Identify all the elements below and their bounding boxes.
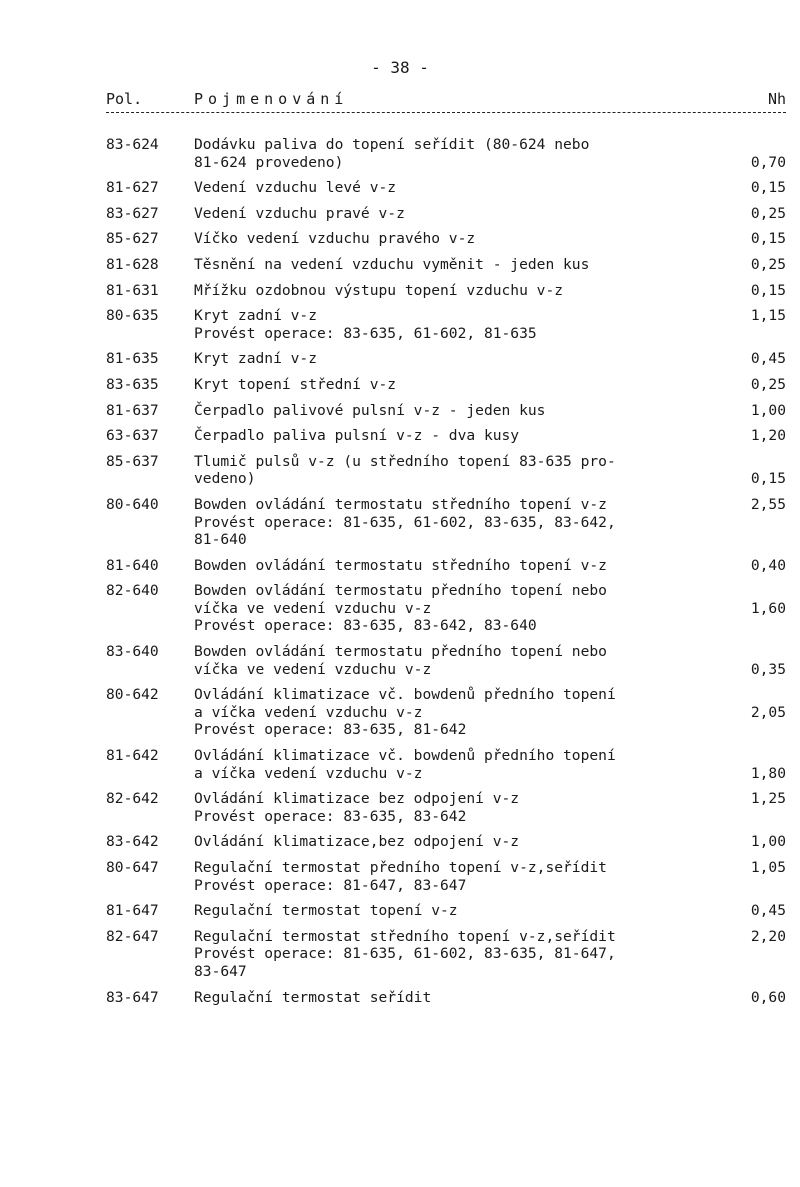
row-norm-hours: 0,25 [750,255,786,273]
row-norm-hours: 0,70 [750,153,786,171]
row-description [194,307,734,342]
row-norm-hours: 0,15 [750,230,786,248]
table-header [106,90,786,113]
row-description [194,747,734,782]
row-description-line: Bowden ovládání termostatu středního topení v-z [194,495,607,513]
table-row [106,256,786,274]
row-norm-hours: 0,25 [750,375,786,393]
row-description-line: Mřížku ozdobnou výstupu topení vzduchu v-z [194,281,564,299]
row-description-line: Provést operace: 81-647, 83-647 [194,876,467,894]
row-norm-hours: 1,00 [750,833,786,851]
table-row [106,989,786,1007]
row-description [194,205,734,223]
table-row [106,402,786,420]
row-description-line: 81-624 provedeno) [194,153,344,171]
row-norm-hours: 2,05 [750,703,786,721]
row-position-code: 80-635 [106,307,159,325]
row-description-line: a víčka vedení vzduchu v-z [194,764,423,782]
row-description [194,496,734,549]
row-description-line: Vedení vzduchu pravé v-z [194,204,405,222]
row-position-code: 80-640 [106,495,159,513]
row-description [194,989,734,1007]
row-position-code: 82-647 [106,927,159,945]
row-description-line: vedeno) [194,470,256,488]
row-norm-hours: 0,45 [750,350,786,368]
row-norm-hours: 2,55 [750,495,786,513]
row-position-code: 80-642 [106,686,159,704]
table-row [106,376,786,394]
row-norm-hours: 1,80 [750,764,786,782]
row-norm-hours: 0,40 [750,556,786,574]
row-norm-hours: 1,20 [750,427,786,445]
row-description [194,453,734,488]
row-description-line: Regulační termostat předního topení v-z,seřídit [194,859,607,876]
row-position-code: 83-647 [106,988,159,1006]
table-row [106,307,786,342]
table-row [106,350,786,368]
row-description-line: Dodávku paliva do topení seřídit (80-624 nebo [194,136,590,153]
operations-list [106,136,786,1014]
row-description [194,256,734,274]
row-description-line: Regulační termostat seřídit [194,988,432,1006]
row-description-line: Provést operace: 83-635, 81-642 [194,721,467,739]
row-description-line: Těsnění na vedení vzduchu vyměnit - jeden kus [194,255,590,273]
row-position-code: 83-640 [106,643,159,661]
row-position-code: 81-642 [106,747,159,765]
row-description-line: Bowden ovládání termostatu středního topení v-z [194,556,607,574]
row-norm-hours: 1,25 [750,790,786,808]
row-description-line: Provést operace: 81-635, 61-602, 83-635, 81-647, [194,945,616,963]
row-description [194,402,734,420]
row-description-line: Regulační termostat topení v-z [194,902,458,920]
row-position-code: 85-627 [106,230,159,248]
row-description-line: Provést operace: 83-635, 83-642 [194,807,467,825]
row-position-code: 85-637 [106,452,159,470]
row-position-code: 81-635 [106,350,159,368]
table-row [106,282,786,300]
row-description [194,928,734,981]
row-position-code: 81-640 [106,556,159,574]
row-position-code: 83-635 [106,375,159,393]
row-description-line: Provést operace: 81-635, 61-602, 83-635, 83-642, [194,513,616,531]
row-description-line: Kryt zadní v-z [194,307,318,325]
row-description [194,686,734,739]
row-position-code: 81-631 [106,281,159,299]
row-norm-hours: 1,00 [750,401,786,419]
row-description-line: Provést operace: 83-635, 61-602, 81-635 [194,324,537,342]
row-norm-hours: 1,60 [750,599,786,617]
row-description-line: Vedení vzduchu levé v-z [194,179,397,197]
row-description [194,376,734,394]
table-row [106,902,786,920]
row-description-line: Bowden ovládání termostatu předního topení nebo [194,643,607,661]
row-position-code: 81-647 [106,902,159,920]
row-description-line: 83-647 [194,962,247,980]
row-description-line: Čerpadlo palivové pulsní v-z - jeden kus [194,401,546,419]
table-row [106,205,786,223]
row-norm-hours: 0,15 [750,179,786,197]
row-description-line: 81-640 [194,531,247,549]
row-position-code: 82-640 [106,582,159,600]
row-description [194,427,734,445]
row-norm-hours: 0,15 [750,281,786,299]
row-description-line: Ovládání klimatizace,bez odpojení v-z [194,833,520,851]
table-row [106,643,786,678]
row-description-line: Kryt topení střední v-z [194,375,397,393]
table-row [106,496,786,549]
row-description-line: Bowden ovládání termostatu předního topení nebo [194,582,607,600]
row-norm-hours: 0,15 [750,470,786,488]
row-description-line: Tlumič pulsů v-z (u středního topení 83-635 pro- [194,452,616,470]
row-description-line: Čerpadlo paliva pulsní v-z - dva kusy [194,427,520,445]
row-norm-hours: 2,20 [750,927,786,945]
row-position-code: 81-637 [106,401,159,419]
table-row [106,557,786,575]
row-description-line: Ovládání klimatizace vč. bowdenů předního topení [194,686,616,704]
row-description-line: a víčka vedení vzduchu v-z [194,703,423,721]
row-description-line: Provést operace: 83-635, 83-642, 83-640 [194,617,537,635]
row-description [194,282,734,300]
table-row [106,686,786,739]
row-description-line: Ovládání klimatizace bez odpojení v-z [194,790,520,808]
row-description-line: Regulační termostat středního topení v-z,seřídit [194,927,616,945]
row-description [194,902,734,920]
table-row [106,453,786,488]
row-norm-hours: 1,05 [750,859,786,876]
table-row [106,179,786,197]
row-norm-hours: 0,45 [750,902,786,920]
page-number: - 38 - [371,58,429,77]
table-row [106,230,786,248]
header-name: Pojmenování [194,90,349,108]
row-position-code: 80-647 [106,859,159,876]
row-position-code: 83-624 [106,136,159,153]
row-position-code: 82-642 [106,790,159,808]
row-description [194,790,734,825]
table-row [106,427,786,445]
row-position-code: 83-627 [106,204,159,222]
table-row [106,582,786,635]
row-description-line: víčka ve vedení vzduchu v-z [194,660,432,678]
row-description [194,557,734,575]
row-description-line: Ovládání klimatizace vč. bowdenů předního topení [194,747,616,765]
table-row [106,833,786,851]
row-position-code: 81-628 [106,255,159,273]
row-description-line: víčka ve vedení vzduchu v-z [194,599,432,617]
row-description [194,859,734,894]
table-row [106,859,786,894]
row-norm-hours: 1,15 [750,307,786,325]
row-description [194,350,734,368]
row-description [194,179,734,197]
row-position-code: 63-637 [106,427,159,445]
header-pol: Pol. [106,90,143,108]
row-description-line: Víčko vedení vzduchu pravého v-z [194,230,476,248]
row-description [194,582,734,635]
row-position-code: 81-627 [106,179,159,197]
row-description [194,230,734,248]
row-norm-hours: 0,60 [750,988,786,1006]
row-position-code: 83-642 [106,833,159,851]
table-row [106,790,786,825]
row-norm-hours: 0,25 [750,204,786,222]
table-row [106,747,786,782]
table-row [106,136,786,171]
header-nh: Nh [767,90,786,108]
row-description-line: Kryt zadní v-z [194,350,318,368]
row-norm-hours: 0,35 [750,660,786,678]
table-row [106,928,786,981]
row-description [194,136,734,171]
row-description [194,833,734,851]
row-description [194,643,734,678]
